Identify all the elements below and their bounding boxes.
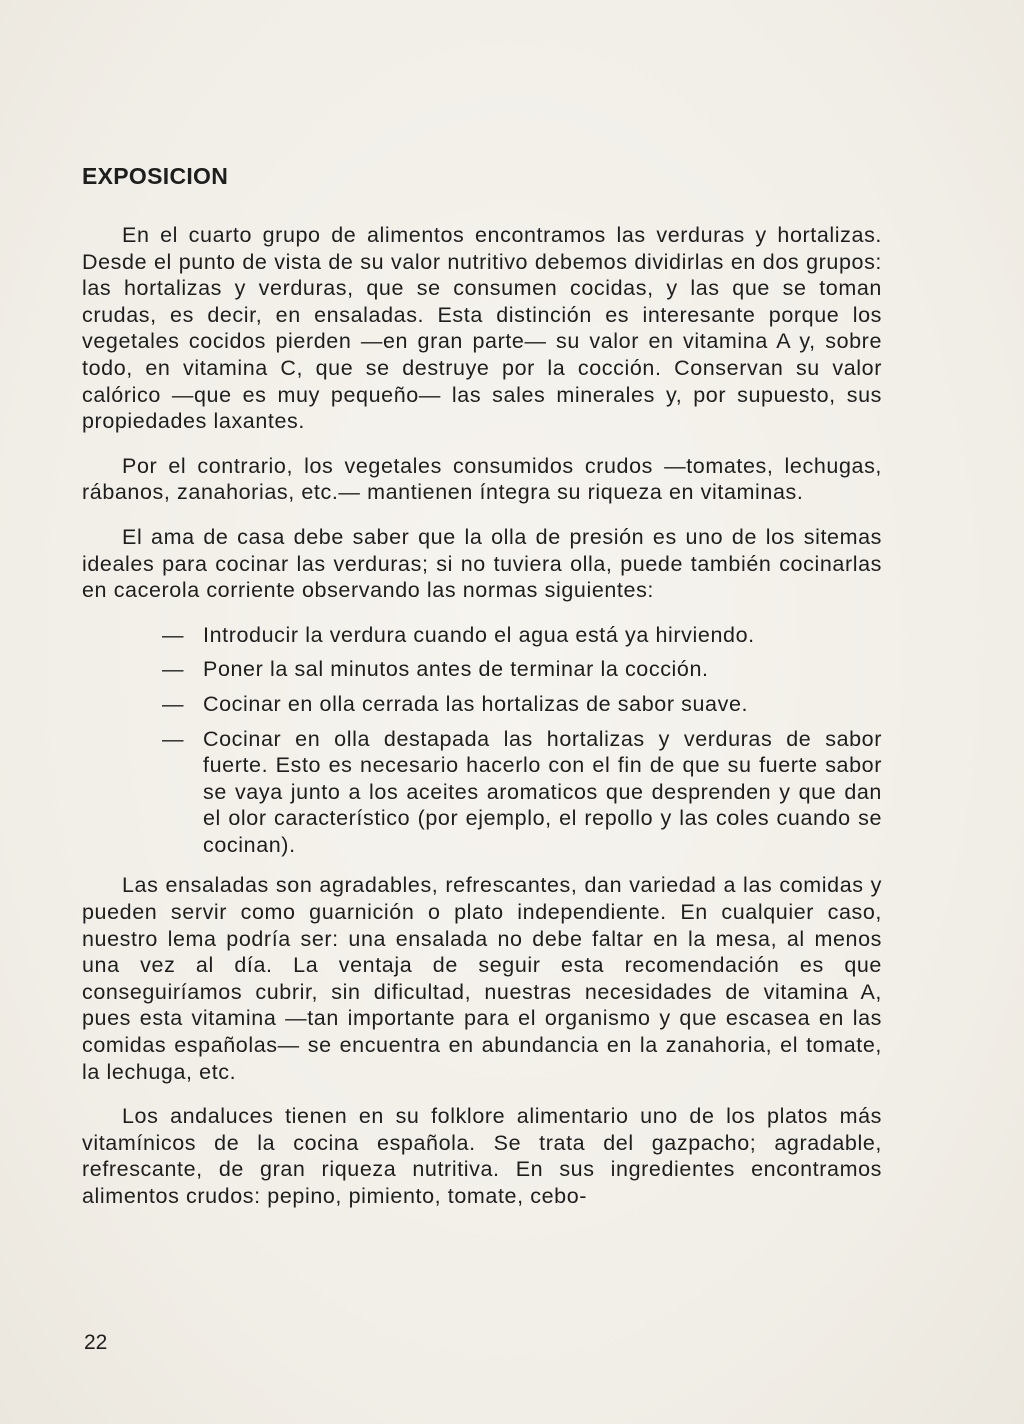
paragraph: Por el contrario, los vegetales consumidos crudos —tomates, lechugas, rábanos, zanahorias, etc.— mantienen íntegra su riqueza en vitaminas. bbox=[82, 453, 882, 505]
paragraph: Las ensaladas son agradables, refrescantes, dan variedad a las comidas y pueden servir como guarnición o plato independiente. En cualquier caso, nuestro lema podría ser: una ensalada no debe faltar en la mesa, al menos una vez al día. La ventaja de seguir esta recomendación es que conseguiríamos cubrir, sin dificultad, nuestras necesidades de vitamina A, pues esta vitamina —tan importante para el organismo y que escasea en las comidas españolas— se encuentra en abundancia en la zanahoria, el tomate, la lechuga, etc. bbox=[82, 873, 882, 1084]
list-item bbox=[162, 691, 882, 718]
cooking-rules-list bbox=[82, 622, 882, 859]
page-number: 22 bbox=[84, 1331, 108, 1354]
list-item-text: Cocinar en olla destapada las hortalizas y verduras de sabor fuerte. Esto es necesario hacerlo con el fin de que su fuerte sabor se vaya junto a los aceites aromaticos que desprenden y que dan el olor característico (por ejemplo, el repollo y las coles cuando se cocinan). bbox=[203, 726, 882, 857]
paragraph: En el cuarto grupo de alimentos encontramos las verduras y hortalizas. Desde el punto de vista de su valor nutritivo debemos dividirlas en dos grupos: las hortalizas y verduras, que se consumen cocidas, y las que se toman crudas, es decir, en ensaladas. Esta distinción es interesante porque los vegetales cocidos pierden —en gran parte— su valor en vitamina A y, sobre todo, en vitamina C, que se destruye por la cocción. Conservan su valor calórico —que es muy pequeño— las sales minerales y, por supuesto, sus propiedades laxantes. bbox=[82, 223, 882, 434]
body-text bbox=[82, 222, 882, 1228]
list-item bbox=[162, 726, 882, 859]
list-item-text: Poner la sal minutos antes de terminar la cocción. bbox=[203, 657, 709, 682]
list-item bbox=[162, 656, 882, 683]
list-item-text: Cocinar en olla cerrada las hortalizas de sabor suave. bbox=[203, 691, 749, 716]
list-item bbox=[162, 622, 882, 649]
paragraph: El ama de casa debe saber que la olla de presión es uno de los sitemas ideales para cocinar las verduras; si no tuviera olla, puede también cocinarlas en cacerola corriente observando las normas siguientes: bbox=[82, 524, 882, 603]
list-dash: — bbox=[162, 657, 185, 682]
paragraph: Los andaluces tienen en su folklore alimentario uno de los platos más vitamínicos de la cocina española. Se trata del gazpacho; agradable, refrescante, de gran riqueza nutritiva. En sus ingredientes encontramos alimentos crudos: pepino, pimiento, tomate, cebo- bbox=[82, 1104, 882, 1208]
list-dash: — bbox=[162, 691, 185, 716]
list-item-text: Introducir la verdura cuando el agua está ya hirviendo. bbox=[203, 622, 755, 647]
section-heading: EXPOSICION bbox=[82, 163, 229, 189]
list-dash: — bbox=[162, 622, 185, 647]
list-dash: — bbox=[162, 726, 185, 751]
